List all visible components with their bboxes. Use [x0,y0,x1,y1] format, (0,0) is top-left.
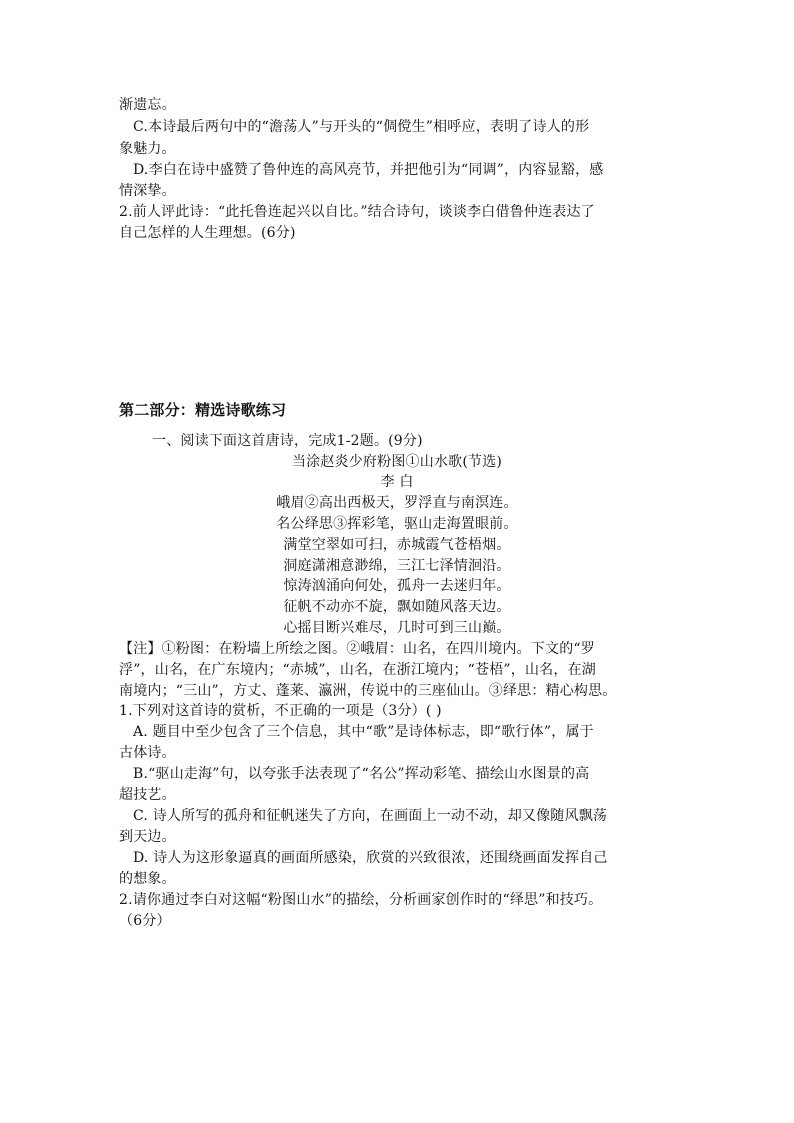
poem-author: 李 白 [380,474,414,490]
question-2: 2.请你通过李白对这幅“粉图山水”的描绘，分析画家创作时的“绎思”和技巧。 [119,892,603,908]
poem-line: 洞庭潇湘意渺绵，三江七泽情洄沿。 [283,558,511,574]
option-a: A. 题目中至少包含了三个信息，其中“歌”是诗体标志，即“歌行体”，属于 [133,724,594,740]
option-b-cont: 超技艺。 [119,787,176,803]
question-2-cont: （6分） [119,913,171,929]
poem-line: 名公绎思③挥彩笔，驱山走海置眼前。 [276,516,518,532]
poem-line: 惊涛汹涌向何处，孤舟一去迷归年。 [283,578,511,594]
section-intro: 一、阅读下面这首唐诗，完成1-2题。(9分) [152,433,423,449]
option-c: C.本诗最后两句中的“澹荡人”与开头的“倜傥生”相呼应，表明了诗人的形 [133,119,590,135]
question-2: 2.前人评此诗：“此托鲁连起兴以自比。”结合诗句，谈谈李白借鲁仲连表达了 [119,204,595,220]
text-line: 渐遗忘。 [119,97,176,113]
question-2-cont: 自己怎样的人生理想。(6分) [119,225,296,241]
annotation-note-cont: 南境内；“三山”，方丈、蓬莱、瀛洲，传说中的三座仙山。③绎思：精心构思。 [119,683,617,699]
question-1: 1.下列对这首诗的赏析，不正确的一项是（3分）( ) [119,703,442,719]
option-d-cont: 的想象。 [119,871,176,887]
option-d-cont: 情深挚。 [119,183,176,199]
option-a-cont: 古体诗。 [119,745,176,761]
option-d: D.李白在诗中盛赞了鲁仲连的高风亮节，并把他引为“同调”，内容显豁，感 [133,162,604,178]
option-c-cont: 到天边。 [119,829,176,845]
poem-line: 满堂空翠如可扫，赤城霞气苍梧烟。 [283,537,511,553]
annotation-note-cont: 浮”，山名，在广东境内；“赤城”，山名，在浙江境内；“苍梧”，山名，在湖 [119,662,596,678]
poem-line: 峨眉②高出西极天，罗浮直与南溟连。 [276,495,518,511]
option-b: B.“驱山走海”句，以夸张手法表现了“名公”挥动彩笔、描绘山水图景的高 [133,766,590,782]
poem-line: 心摇目断兴难尽，几时可到三山巅。 [283,620,511,636]
option-c-cont: 象魅力。 [119,141,176,157]
poem-title: 当涂赵炎少府粉图①山水歌(节选) [291,454,503,470]
option-c: C. 诗人所写的孤舟和征帆迷失了方向，在画面上一动不动，却又像随风飘荡 [133,808,608,824]
option-d: D. 诗人为这形象逼真的画面所感染，欣赏的兴致很浓，还围绕画面发挥自己 [133,850,608,866]
section-heading: 第二部分：精选诗歌练习 [119,401,287,419]
annotation-note: 【注】①粉图：在粉墙上所绘之图。②峨眉：山名，在四川境内。下文的“罗 [119,641,595,657]
poem-line: 征帆不动亦不旋，飘如随风落天边。 [283,599,511,615]
